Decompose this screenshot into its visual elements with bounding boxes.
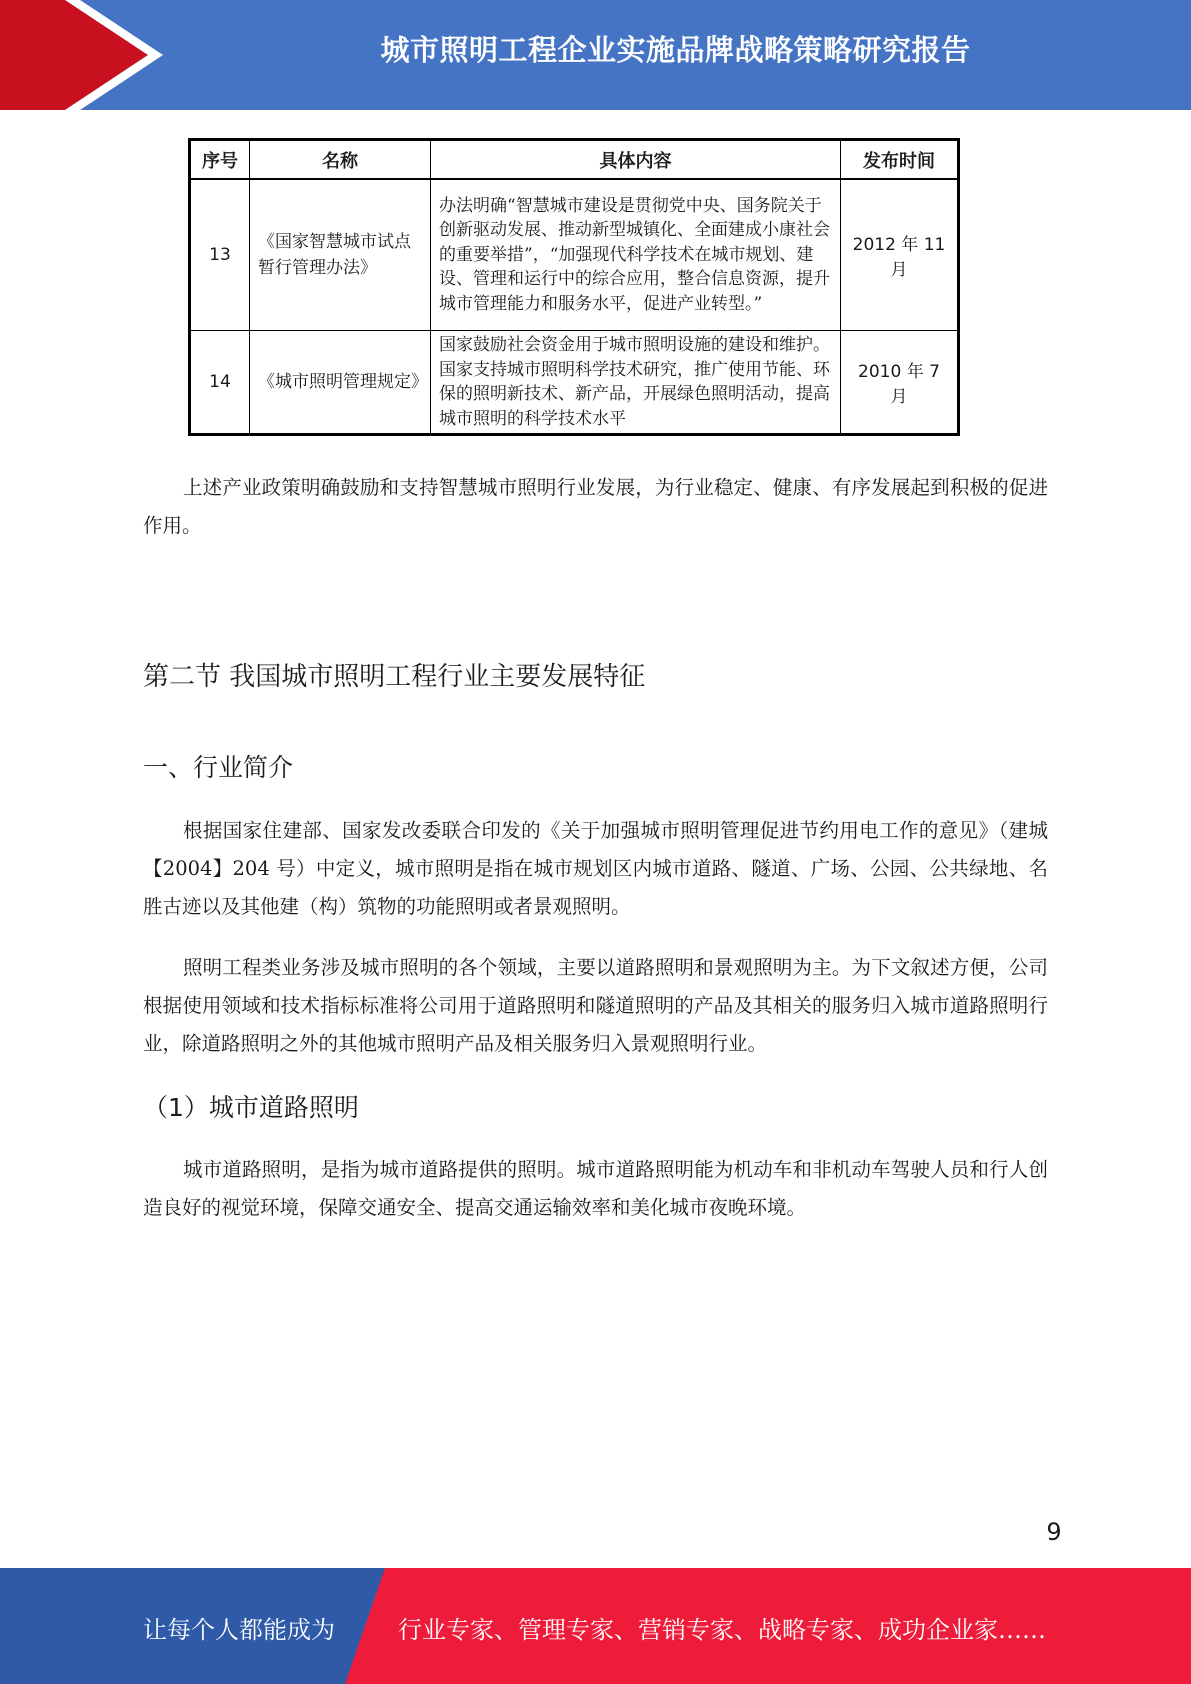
table-row [190, 331, 959, 435]
row-date: 2010 年 7 月 [841, 331, 959, 435]
row-number: 14 [190, 331, 250, 435]
row-number: 13 [190, 179, 250, 331]
page-number: 9 [1046, 1518, 1062, 1546]
column-header-date: 发布时间 [841, 140, 959, 180]
page-header [0, 0, 1191, 110]
policy-table [188, 138, 960, 436]
item-title: （1）城市道路照明 [143, 1093, 359, 1122]
paragraph-scope: 照明工程类业务涉及城市照明的各个领域，主要以道路照明和景观照明为主。为下文叙述方便，公司根据使用领域和技术指标标准将公司用于道路照明和隧道照明的产品及其相关的服务归入城市道路照明行业，除道路照明之外的其他城市照明产品及相关服务归入景观照明行业。 [143, 956, 1048, 1055]
column-header-name: 名称 [250, 140, 431, 180]
footer-slogan-left: 让每个人都能成为 [143, 1616, 335, 1644]
row-date: 2012 年 11 月 [841, 179, 959, 331]
paragraph-policy-summary: 上述产业政策明确鼓励和支持智慧城市照明行业发展，为行业稳定、健康、有序发展起到积极的促进作用。 [143, 476, 1048, 537]
subsection-title: 一、行业简介 [143, 753, 294, 782]
page-footer [0, 1568, 1191, 1684]
column-header-content: 具体内容 [431, 140, 841, 180]
row-name: 《国家智慧城市试点暂行管理办法》 [250, 179, 431, 331]
header-title: 城市照明工程企业实施品牌战略策略研究报告 [380, 33, 971, 67]
table-row [190, 179, 959, 331]
section-title: 第二节 我国城市照明工程行业主要发展特征 [143, 662, 646, 692]
paragraph-definition: 根据国家住建部、国家发改委联合印发的《关于加强城市照明管理促进节约用电工作的意见》（建城【2004】204 号）中定义，城市照明是指在城市规划区内城市道路、隧道、广场、公园、公共绿地、名胜古迹以及其他建（构）筑物的功能照明或者景观照明。 [143, 819, 1048, 918]
table-header-row [190, 140, 959, 180]
paragraph-road-lighting: 城市道路照明，是指为城市道路提供的照明。城市道路照明能为机动车和非机动车驾驶人员和行人创造良好的视觉环境，保障交通安全、提高交通运输效率和美化城市夜晚环境。 [143, 1158, 1048, 1219]
row-name: 《城市照明管理规定》 [250, 331, 431, 435]
row-content: 国家鼓励社会资金用于城市照明设施的建设和维护。国家支持城市照明科学技术研究，推广使用节能、环保的照明新技术、新产品，开展绿色照明活动，提高城市照明的科学技术水平 [431, 331, 841, 435]
footer-slogan-right: 行业专家、管理专家、营销专家、战略专家、成功企业家…… [398, 1616, 1046, 1644]
column-header-number: 序号 [190, 140, 250, 180]
row-content: 办法明确“智慧城市建设是贯彻党中央、国务院关于创新驱动发展、推动新型城镇化、全面建成小康社会的重要举措”，“加强现代科学技术在城市规划、建设、管理和运行中的综合应用，整合信息资源，提升城市管理能力和服务水平，促进产业转型。” [431, 179, 841, 331]
